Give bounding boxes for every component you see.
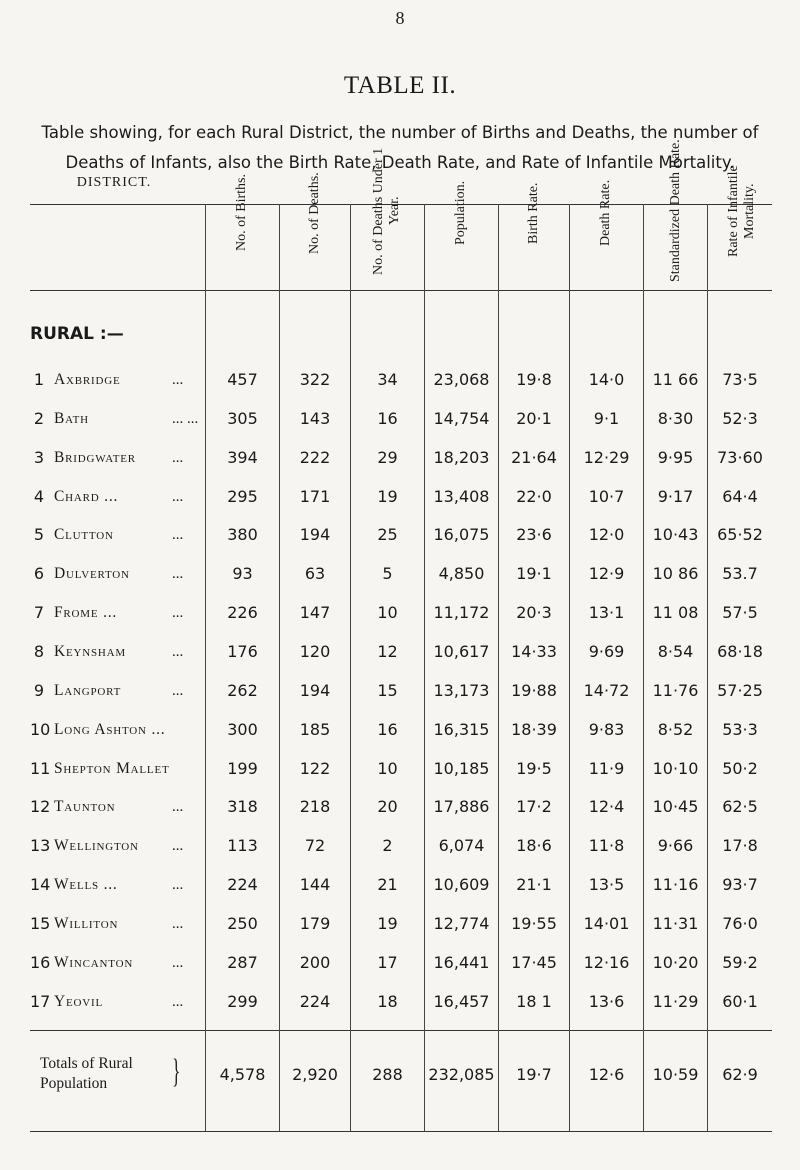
district-name: Axbridge (54, 371, 121, 388)
cell-infant-mortality: 57·25 (717, 680, 763, 700)
cell-infant-mortality: 68·18 (717, 641, 763, 661)
cell-infant-mortality: 53·3 (722, 719, 758, 739)
cell-infant-deaths: 21 (377, 875, 398, 895)
row-number: 9 (33, 680, 44, 700)
cell-infant-deaths: 5 (382, 564, 393, 584)
cell-infant-deaths: 19 (377, 913, 398, 933)
cell-population: 13,173 (433, 680, 490, 700)
cell-infant-mortality: 65·52 (717, 525, 763, 545)
cell-death-rate: 14·01 (583, 913, 630, 933)
cell-std-death-rate: 10·45 (652, 797, 699, 817)
cell-deaths: 224 (299, 991, 331, 1011)
cell-births: 300 (227, 719, 258, 739)
table-bottom-rule (30, 1131, 772, 1132)
cell-death-rate: 14·72 (583, 680, 630, 700)
district-name: Bridgwater (54, 448, 136, 466)
cell-death-rate: 12·0 (588, 525, 625, 545)
cell-deaths: 171 (299, 486, 331, 506)
cell-deaths: 218 (299, 797, 331, 817)
totals-label-line1: Totals of Rural (40, 1055, 133, 1072)
cell-deaths: 147 (299, 603, 331, 623)
cell-population: 4,850 (438, 564, 485, 584)
cell-std-death-rate: 10·10 (652, 758, 699, 778)
row-number: 14 (30, 875, 51, 895)
district-name: Chard ... (54, 487, 119, 505)
cell-death-rate: 13·6 (588, 991, 625, 1011)
cell-population: 13,408 (433, 486, 490, 506)
table-row (0, 870, 800, 900)
section-label-rural: RURAL :— (30, 324, 124, 344)
cell-infant-deaths: 2 (382, 836, 393, 856)
cell-births: 199 (227, 758, 258, 778)
cell-infant-deaths: 20 (377, 797, 398, 817)
cell-population: 12,774 (433, 913, 490, 933)
cell-death-rate: 9·69 (588, 641, 625, 661)
cell-std-death-rate: 8·30 (657, 408, 694, 428)
cell-birth-rate: 20·3 (516, 603, 552, 623)
table-row (0, 715, 800, 745)
row-number: 2 (33, 408, 44, 428)
district-name: Keynsham (54, 642, 126, 660)
cell-infant-deaths: 15 (377, 680, 398, 700)
cell-deaths: 185 (299, 719, 331, 739)
cell-std-death-rate: 11·29 (652, 991, 699, 1011)
cell-infant-deaths: 34 (377, 370, 398, 389)
cell-population: 16,315 (433, 719, 490, 739)
table-row (0, 404, 800, 434)
header-birth-rate: Birth Rate. (526, 182, 541, 244)
district-name: Yeovil (54, 992, 103, 1010)
cell-births: 457 (227, 370, 258, 389)
table-row (0, 637, 800, 667)
cell-death-rate: 9·1 (593, 408, 620, 428)
table-row (0, 987, 800, 1017)
totals-top-rule (30, 1030, 772, 1031)
table-row (0, 831, 800, 861)
table-row (0, 792, 800, 822)
cell-births: 318 (227, 797, 258, 817)
cell-deaths: 143 (299, 408, 331, 428)
cell-infant-mortality: 17·8 (722, 836, 758, 856)
cell-std-death-rate: 10·20 (652, 952, 699, 972)
leader-dots: ... (172, 799, 184, 816)
cell-death-rate: 13·1 (588, 603, 625, 623)
table-row (0, 482, 800, 512)
cell-death-rate: 10·7 (588, 486, 625, 506)
cell-deaths: 194 (299, 525, 331, 545)
cell-std-death-rate: 11·31 (652, 913, 699, 933)
cell-birth-rate: 17·2 (516, 797, 552, 817)
leader-dots: ... (172, 566, 184, 583)
cell-births: 299 (227, 991, 258, 1011)
leader-dots: ... (172, 488, 184, 505)
header-infantile-mortality: Rate of Infantile Mortality. (726, 165, 757, 257)
cell-infant-deaths: 12 (377, 641, 398, 661)
cell-birth-rate: 23·6 (516, 525, 552, 545)
cell-death-rate: 11·8 (588, 836, 625, 856)
cell-infant-deaths: 16 (377, 719, 398, 739)
header-std-death-rate: Standardized Death Rate. (668, 139, 683, 283)
row-number: 13 (30, 836, 51, 856)
leader-dots: ... (172, 993, 184, 1010)
header-district: DISTRICT. (76, 175, 152, 190)
district-name: Wells ... (54, 876, 118, 894)
header-deaths: No. of Deaths. (307, 172, 322, 254)
cell-birth-rate: 18 1 (516, 991, 552, 1011)
table-row (0, 559, 800, 589)
cell-infant-mortality: 62·5 (722, 797, 758, 817)
leader-dots: ... (172, 682, 184, 699)
cell-birth-rate: 19·8 (516, 370, 552, 389)
cell-std-death-rate: 10·43 (652, 525, 699, 545)
cell-births: 287 (227, 952, 258, 972)
district-name: Frome ... (54, 604, 118, 622)
row-number: 1 (33, 370, 44, 389)
cell-births: 93 (232, 564, 253, 584)
cell-death-rate: 9·83 (588, 719, 625, 739)
cell-birth-rate: 17·45 (511, 952, 557, 972)
cell-births: 176 (227, 641, 258, 661)
row-number: 5 (33, 525, 44, 545)
totals-infantile-mortality: 62·9 (722, 1065, 758, 1084)
row-number: 10 (30, 719, 51, 739)
district-name: Shepton Mallet (54, 759, 170, 777)
cell-deaths: 120 (299, 641, 331, 661)
cell-std-death-rate: 8·52 (657, 719, 694, 739)
row-number: 8 (33, 641, 44, 661)
leader-dots: ... (172, 915, 184, 932)
totals-birth-rate: 19·7 (516, 1065, 552, 1084)
cell-deaths: 144 (299, 875, 331, 895)
cell-deaths: 122 (299, 758, 331, 778)
cell-population: 6,074 (438, 836, 485, 856)
cell-birth-rate: 22·0 (516, 486, 552, 506)
cell-deaths: 72 (304, 836, 326, 856)
cell-death-rate: 11·9 (588, 758, 625, 778)
totals-infant-deaths: 288 (372, 1065, 403, 1084)
cell-infant-mortality: 73·60 (717, 447, 763, 467)
cell-infant-deaths: 25 (377, 525, 398, 545)
row-number: 11 (30, 758, 51, 778)
cell-std-death-rate: 10 86 (652, 564, 699, 584)
district-name: Williton (54, 914, 119, 932)
cell-births: 250 (227, 913, 258, 933)
row-number: 7 (33, 603, 44, 623)
cell-population: 23,068 (433, 370, 490, 389)
table-caption: Table showing, for each Rural District, the number of Births and Deaths, the number of Deaths of Infants, also the Birth Rate, Death Rate, and Rate of Infantile Mortality. (41, 123, 759, 172)
totals-brace: } (172, 1053, 181, 1090)
cell-infant-deaths: 10 (377, 603, 398, 623)
cell-infant-mortality: 52·3 (722, 408, 758, 428)
row-number: 3 (33, 447, 44, 467)
cell-births: 113 (227, 836, 258, 856)
table-row (0, 365, 800, 395)
cell-population: 18,203 (433, 447, 490, 467)
cell-death-rate: 14·0 (588, 370, 625, 389)
leader-dots: ... (172, 838, 184, 855)
totals-births: 4,578 (219, 1065, 266, 1084)
cell-deaths: 200 (299, 952, 331, 972)
cell-std-death-rate: 8·54 (657, 641, 694, 661)
header-births: No. of Births. (234, 174, 249, 252)
page-number: 8 (395, 8, 405, 28)
leader-dots: ... (172, 605, 184, 622)
leader-dots: ... (172, 954, 184, 971)
cell-infant-deaths: 16 (377, 408, 398, 428)
table-row (0, 598, 800, 628)
leader-dots: ... (172, 877, 184, 894)
cell-deaths: 63 (304, 564, 326, 584)
cell-births: 295 (227, 486, 258, 506)
cell-births: 394 (227, 447, 258, 467)
cell-infant-deaths: 17 (377, 952, 398, 972)
row-number: 12 (30, 797, 51, 817)
cell-birth-rate: 19·1 (516, 564, 552, 584)
cell-birth-rate: 19·88 (511, 680, 557, 700)
cell-std-death-rate: 11·16 (652, 875, 699, 895)
table-row (0, 909, 800, 939)
cell-population: 16,457 (433, 991, 490, 1011)
cell-population: 16,441 (433, 952, 490, 972)
district-name: Taunton (54, 798, 116, 816)
table-title: TABLE II. (343, 72, 457, 99)
district-name: Long Ashton ... (54, 720, 166, 738)
district-name: Clutton (54, 526, 114, 544)
table-row (0, 754, 800, 784)
cell-infant-mortality: 64·4 (722, 486, 758, 506)
cell-deaths: 222 (299, 447, 331, 467)
cell-births: 262 (227, 680, 258, 700)
cell-infant-mortality: 93·7 (722, 875, 758, 895)
table-row (0, 676, 800, 706)
cell-std-death-rate: 11 66 (652, 370, 699, 389)
cell-infant-deaths: 10 (377, 758, 398, 778)
cell-infant-mortality: 57·5 (722, 603, 758, 623)
cell-infant-deaths: 29 (377, 447, 398, 467)
table-row (0, 443, 800, 473)
cell-population: 10,617 (433, 641, 490, 661)
row-number: 15 (30, 913, 51, 933)
cell-std-death-rate: 11 08 (652, 603, 699, 623)
totals-std-death-rate: 10·59 (652, 1065, 699, 1084)
district-name: Dulverton (54, 565, 130, 583)
cell-birth-rate: 20·1 (516, 408, 552, 428)
district-name: Langport (54, 681, 122, 699)
cell-population: 11,172 (433, 603, 490, 623)
cell-population: 10,609 (433, 875, 490, 895)
cell-deaths: 179 (299, 913, 331, 933)
cell-deaths: 194 (299, 680, 331, 700)
cell-infant-deaths: 19 (377, 486, 398, 506)
row-number: 17 (30, 991, 51, 1011)
totals-deaths: 2,920 (292, 1065, 338, 1084)
cell-deaths: 322 (299, 370, 331, 389)
cell-std-death-rate: 11·76 (652, 680, 699, 700)
cell-death-rate: 12·9 (588, 564, 625, 584)
cell-std-death-rate: 9·17 (657, 486, 694, 506)
header-infant-deaths: No. of Deaths Under 1 Year. (371, 147, 402, 275)
row-number: 16 (30, 952, 51, 972)
cell-birth-rate: 21·1 (516, 875, 552, 895)
cell-std-death-rate: 9·95 (657, 447, 694, 467)
cell-infant-deaths: 18 (377, 991, 398, 1011)
leader-dots: ... (172, 643, 184, 660)
totals-label (40, 1054, 133, 1094)
district-name: Bath (54, 409, 89, 427)
leader-dots: ... (172, 372, 184, 388)
header-population: Population. (453, 180, 468, 246)
totals-label-line2: Population (40, 1075, 108, 1092)
cell-std-death-rate: 9·66 (657, 836, 694, 856)
totals-population: 232,085 (428, 1065, 495, 1084)
cell-births: 224 (227, 875, 258, 895)
cell-death-rate: 12·16 (583, 952, 630, 972)
cell-death-rate: 12·29 (583, 447, 630, 467)
cell-population: 16,075 (433, 525, 490, 545)
cell-infant-mortality: 59·2 (722, 952, 758, 972)
district-name: Wellington (54, 837, 139, 855)
cell-death-rate: 12·4 (588, 797, 625, 817)
leader-dots: ... (172, 527, 184, 544)
cell-birth-rate: 14·33 (511, 641, 557, 661)
row-number: 4 (33, 486, 44, 506)
cell-birth-rate: 19·55 (511, 913, 557, 933)
cell-population: 14,754 (433, 408, 490, 428)
cell-population: 17,886 (433, 797, 490, 817)
row-number: 6 (33, 564, 44, 584)
leader-dots: ... ... (172, 410, 199, 427)
cell-infant-mortality: 76·0 (722, 913, 758, 933)
cell-birth-rate: 19·5 (516, 758, 552, 778)
header-bottom-rule (30, 290, 772, 291)
cell-infant-mortality: 53.7 (722, 564, 758, 584)
table-row (0, 520, 800, 550)
cell-infant-mortality: 50·2 (722, 758, 758, 778)
table-row (0, 948, 800, 978)
cell-death-rate: 13·5 (588, 875, 625, 895)
cell-births: 305 (227, 408, 258, 428)
district-name: Wincanton (54, 953, 134, 971)
cell-infant-mortality: 60·1 (722, 991, 758, 1011)
header-death-rate: Death Rate. (598, 179, 613, 247)
cell-population: 10,185 (433, 758, 490, 778)
cell-birth-rate: 18·39 (511, 719, 557, 739)
totals-death-rate: 12·6 (588, 1065, 625, 1084)
cell-birth-rate: 18·6 (516, 836, 552, 856)
cell-births: 380 (227, 525, 258, 545)
leader-dots: ... (172, 449, 184, 466)
cell-infant-mortality: 73·5 (722, 370, 758, 389)
cell-birth-rate: 21·64 (511, 447, 557, 467)
cell-births: 226 (227, 603, 258, 623)
